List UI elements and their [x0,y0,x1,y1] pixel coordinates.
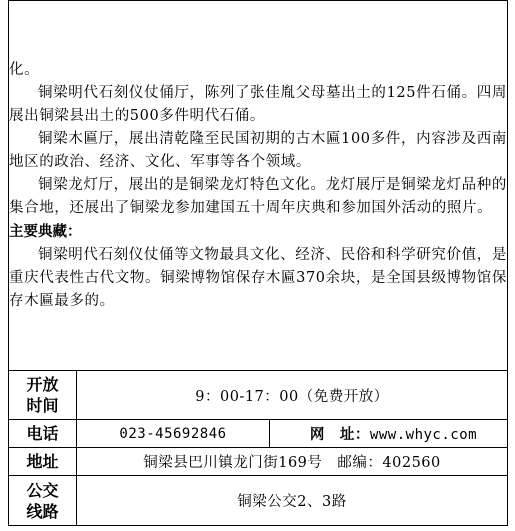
collection-heading: 主要典藏： [9,223,82,240]
transit-label [9,476,77,526]
phone-value[interactable]: 023-45692846 [119,425,227,442]
hours-label [9,371,77,420]
website-cell [270,420,508,448]
collection-text: 铜梁明代石刻仪仗俑等文物最具文化、经济、民俗和科学研究价值，是重庆代表性古代文物。铜梁博物馆保存木匾370余块，是全国县级博物馆保存木匾最多的。 [9,246,507,309]
intro-row [9,1,508,371]
address-row [9,448,508,476]
museum-info-table [8,0,508,526]
transit-value: 铜梁公交2、3路 [77,476,508,526]
transit-label-line1: 公交 [26,480,59,500]
address-value: 铜梁县巴川镇龙门街169号 邮编：402560 [77,448,508,476]
intro-paragraph: 铜梁龙灯厅，展出的是铜梁龙灯特色文化。龙灯展厅是铜梁龙灯品种的集合地，还展出了铜梁龙参加建国五十周年庆典和参加国外活动的照片。 [9,176,507,216]
hours-label-line2: 时间 [26,396,59,415]
hours-value: 9：00-17：00（免费开放） [77,371,508,420]
intro-paragraph: 铜梁木匾厅，展出清乾隆至民国初期的古木匾100多件，内容涉及西南地区的政治、经济、文化、军事等各个领域。 [9,130,507,170]
intro-paragraph: 铜梁明代石刻仪仗俑厅，陈列了张佳胤父母墓出土的125件石俑。四周展出铜梁县出土的500多件明代石俑。 [9,84,507,124]
intro-paragraph: 化。 [9,61,40,78]
phone-label: 电话 [9,420,77,448]
contact-row [9,420,508,448]
website-link[interactable]: www.whyc.com [369,427,478,443]
phone-cell [77,420,270,448]
transit-row [9,476,508,526]
transit-label-line2: 线路 [26,501,59,521]
hours-label-line1: 开放 [26,375,59,394]
introduction-cell [9,1,508,371]
website-label: 网 址： [309,427,370,443]
hours-row [9,371,508,420]
address-label: 地址 [9,448,77,476]
